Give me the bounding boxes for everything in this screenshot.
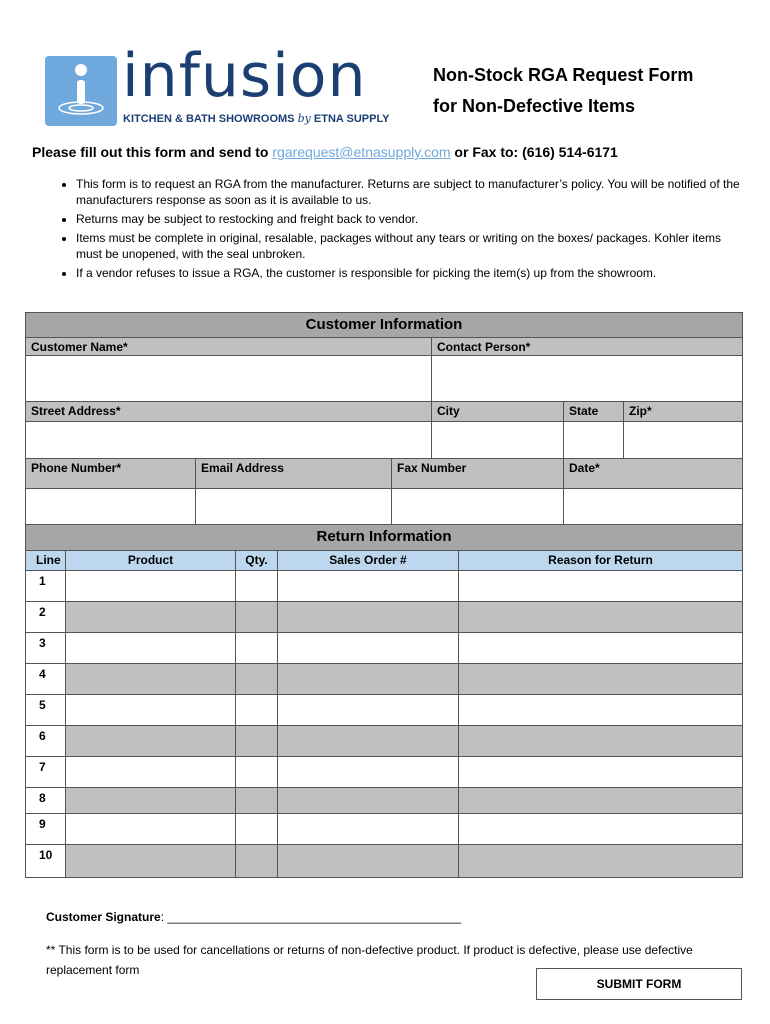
product-field[interactable] bbox=[66, 757, 236, 788]
sales-order-field[interactable] bbox=[278, 757, 459, 788]
fax-field[interactable] bbox=[392, 489, 564, 525]
line-number: 4 bbox=[26, 664, 66, 695]
footnote: ** This form is to be used for cancellations or returns of non-defective product. If product is defective, please use defective replacement form bbox=[46, 943, 693, 977]
col-product-header: Product bbox=[66, 551, 236, 571]
policy-item: • Items must be complete in original, resalable, packages without any tears or writing on the boxes/ packages. Kohler items must be unopened, with the seal unbroken. bbox=[76, 230, 746, 262]
contact-person-field[interactable] bbox=[432, 356, 742, 402]
signature-label: Customer Signature bbox=[46, 910, 161, 924]
sales-order-field[interactable] bbox=[278, 664, 459, 695]
sales-order-field[interactable] bbox=[278, 726, 459, 757]
qty-field[interactable] bbox=[236, 757, 278, 788]
qty-field[interactable] bbox=[236, 814, 278, 845]
water-drop-icon bbox=[45, 56, 117, 126]
line-number: 1 bbox=[26, 571, 66, 602]
reason-field[interactable] bbox=[459, 726, 742, 757]
product-field[interactable] bbox=[66, 788, 236, 814]
customer-name-label: Customer Name* bbox=[26, 338, 432, 356]
product-field[interactable] bbox=[66, 664, 236, 695]
sales-order-field[interactable] bbox=[278, 788, 459, 814]
sales-order-field[interactable] bbox=[278, 571, 459, 602]
product-field[interactable] bbox=[66, 845, 236, 877]
line-number: 3 bbox=[26, 633, 66, 664]
sales-order-field[interactable] bbox=[278, 695, 459, 726]
reason-field[interactable] bbox=[459, 845, 742, 877]
line-number: 2 bbox=[26, 602, 66, 633]
logo-brand: ETNA SUPPLY bbox=[313, 113, 390, 125]
sales-order-field[interactable] bbox=[278, 845, 459, 877]
col-qty-header: Qty. bbox=[236, 551, 278, 571]
reason-field[interactable] bbox=[459, 814, 742, 845]
reason-field[interactable] bbox=[459, 633, 742, 664]
qty-field[interactable] bbox=[236, 602, 278, 633]
form-title bbox=[433, 60, 693, 122]
street-address-field[interactable] bbox=[26, 422, 432, 459]
sales-order-field[interactable] bbox=[278, 814, 459, 845]
policy-list bbox=[56, 176, 746, 284]
submit-form-button[interactable]: SUBMIT FORM bbox=[536, 968, 742, 1000]
fax-text: or Fax to: (616) 514-6171 bbox=[450, 144, 618, 160]
send-prefix: Please fill out this form and send to bbox=[32, 144, 273, 160]
contact-person-label: Contact Person* bbox=[432, 338, 742, 356]
logo-by: by bbox=[297, 112, 311, 125]
product-field[interactable] bbox=[66, 602, 236, 633]
sales-order-field[interactable] bbox=[278, 602, 459, 633]
reason-field[interactable] bbox=[459, 695, 742, 726]
state-label: State bbox=[564, 402, 624, 422]
logo-subtitle-text: KITCHEN & BATH SHOWROOMS bbox=[123, 113, 295, 125]
qty-field[interactable] bbox=[236, 695, 278, 726]
product-field[interactable] bbox=[66, 695, 236, 726]
product-field[interactable] bbox=[66, 571, 236, 602]
date-label: Date* bbox=[564, 459, 742, 489]
line-number: 6 bbox=[26, 726, 66, 757]
street-address-label: Street Address* bbox=[26, 402, 432, 422]
line-number: 9 bbox=[26, 814, 66, 845]
email-field[interactable] bbox=[196, 489, 392, 525]
date-field[interactable] bbox=[564, 489, 742, 525]
zip-field[interactable] bbox=[624, 422, 742, 459]
line-number: 7 bbox=[26, 757, 66, 788]
phone-field[interactable] bbox=[26, 489, 196, 525]
product-field[interactable] bbox=[66, 814, 236, 845]
col-sales-order-header: Sales Order # bbox=[278, 551, 459, 571]
sales-order-field[interactable] bbox=[278, 633, 459, 664]
fax-label: Fax Number bbox=[392, 459, 564, 489]
signature-blank[interactable]: : ____________________________________________ bbox=[160, 910, 462, 924]
line-number: 10 bbox=[26, 845, 66, 877]
reason-field[interactable] bbox=[459, 788, 742, 814]
product-field[interactable] bbox=[66, 633, 236, 664]
rga-form-table bbox=[25, 312, 743, 878]
reason-field[interactable] bbox=[459, 571, 742, 602]
zip-label: Zip* bbox=[624, 402, 742, 422]
email-link[interactable]: rgarequest@etnasupply.com bbox=[272, 144, 451, 160]
reason-field[interactable] bbox=[459, 757, 742, 788]
qty-field[interactable] bbox=[236, 726, 278, 757]
email-label: Email Address bbox=[196, 459, 392, 489]
logo-subtitle bbox=[123, 112, 390, 125]
col-reason-header: Reason for Return bbox=[459, 551, 742, 571]
form-title-line2: for Non-Defective Items bbox=[433, 96, 636, 116]
form-title-line1: Non-Stock RGA Request Form bbox=[433, 65, 694, 85]
qty-field[interactable] bbox=[236, 788, 278, 814]
state-field[interactable] bbox=[564, 422, 624, 459]
reason-field[interactable] bbox=[459, 602, 742, 633]
qty-field[interactable] bbox=[236, 664, 278, 695]
logo-wordmark: infusion bbox=[122, 41, 367, 111]
phone-label: Phone Number* bbox=[26, 459, 196, 489]
signature-line bbox=[46, 910, 461, 924]
qty-field[interactable] bbox=[236, 571, 278, 602]
qty-field[interactable] bbox=[236, 845, 278, 877]
city-label: City bbox=[432, 402, 564, 422]
line-number: 5 bbox=[26, 695, 66, 726]
col-line-header: Line bbox=[26, 551, 66, 571]
qty-field[interactable] bbox=[236, 633, 278, 664]
send-instructions bbox=[32, 144, 618, 160]
line-number: 8 bbox=[26, 788, 66, 814]
logo-mark bbox=[45, 56, 117, 126]
product-field[interactable] bbox=[66, 726, 236, 757]
return-info-header: Return Information bbox=[26, 525, 742, 551]
customer-name-field[interactable] bbox=[26, 356, 432, 402]
policy-item: • This form is to request an RGA from the manufacturer. Returns are subject to manufacturer’s policy. You will be notified of the manufacturers response as soon as it is available to us. bbox=[76, 176, 746, 208]
policy-item: • If a vendor refuses to issue a RGA, the customer is responsible for picking the item(s) up from the showroom. bbox=[76, 265, 746, 281]
customer-info-header: Customer Information bbox=[26, 313, 742, 338]
city-field[interactable] bbox=[432, 422, 564, 459]
policy-item: • Returns may be subject to restocking and freight back to vendor. bbox=[76, 211, 746, 227]
reason-field[interactable] bbox=[459, 664, 742, 695]
